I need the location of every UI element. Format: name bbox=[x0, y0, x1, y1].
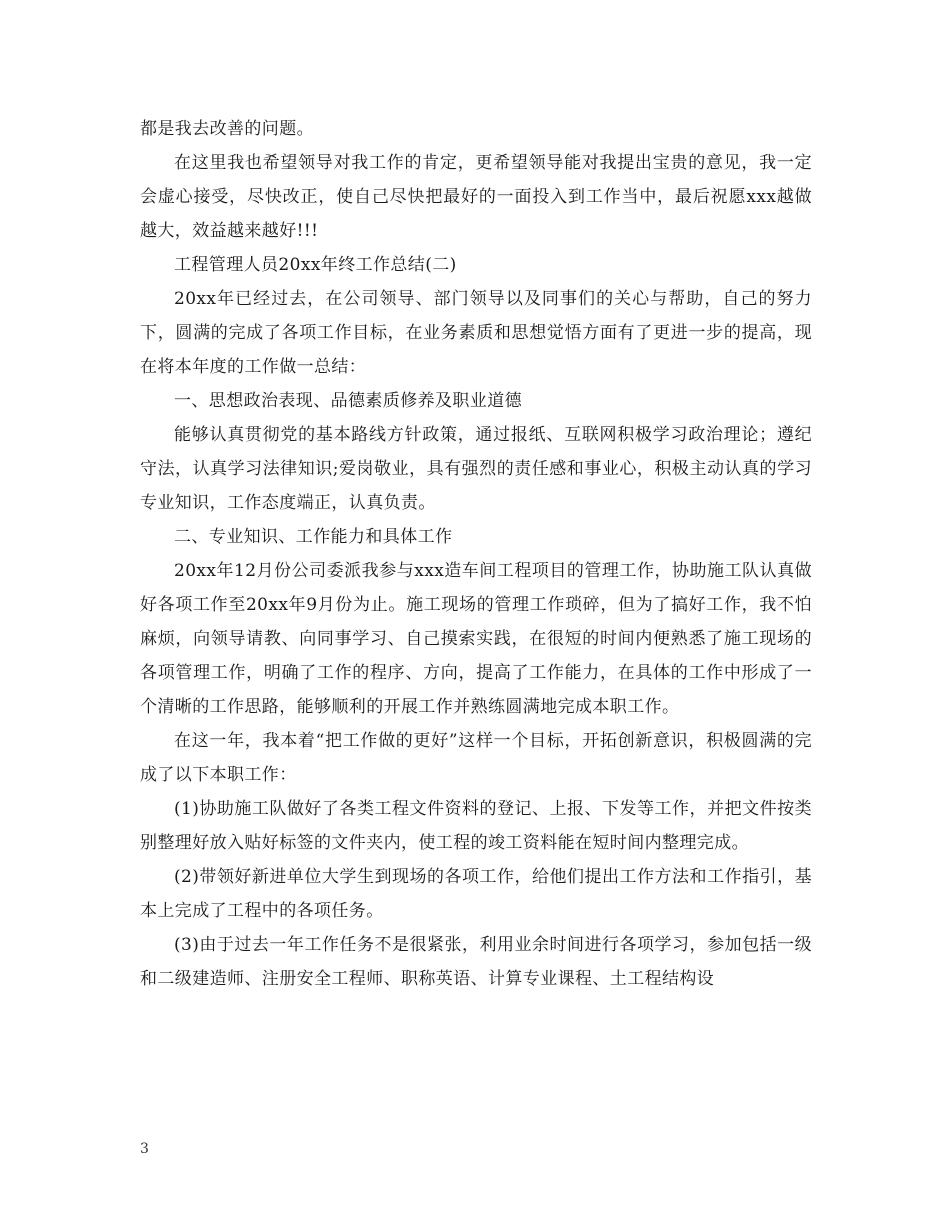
paragraph-goal: 在这一年，我本着“把工作做的更好”这样一个目标，开拓创新意识，积极圆满的完成了以下本职工作： bbox=[140, 731, 812, 785]
document-body bbox=[140, 112, 812, 996]
page-number: 3 bbox=[140, 1141, 149, 1157]
section-title: 工程管理人员20xx年终工作总结(二) bbox=[174, 255, 457, 275]
list-item-2: (2)带领好新进单位大学生到现场的各项工作，给他们提出工作方法和工作指引，基本上完成了工程中的各项任务。 bbox=[140, 867, 812, 921]
heading-political: 一、思想政治表现、品德素质修养及职业道德 bbox=[174, 391, 522, 411]
paragraph-1: 都是我去改善的问题。 bbox=[140, 119, 314, 139]
paragraph-professional: 20xx年12月份公司委派我参与xxx造车间工程项目的管理工作，协助施工队认真做好各项工作至20xx年9月份为止。施工现场的管理工作琐碎，但为了搞好工作，我不怕麻烦，向领导请教、向同事学习、自己摸索实践，在很短的时间内便熟悉了施工现场的各项管理工作，明确了工作的程序、方向，提高了工作能力，在具体的工作中形成了一个清晰的工作思路，能够顺利的开展工作并熟练圆满地完成本职工作。 bbox=[140, 561, 812, 717]
paragraph-intro: 20xx年已经过去，在公司领导、部门领导以及同事们的关心与帮助，自己的努力下，圆满的完成了各项工作目标，在业务素质和思想觉悟方面有了更进一步的提高，现在将本年度的工作做一总结： bbox=[140, 289, 812, 377]
list-item-1: (1)协助施工队做好了各类工程文件资料的登记、上报、下发等工作，并把文件按类别整理好放入贴好标签的文件夹内，使工程的竣工资料能在短时间内整理完成。 bbox=[140, 799, 812, 853]
paragraph-political: 能够认真贯彻党的基本路线方针政策，通过报纸、互联网积极学习政治理论；遵纪守法，认真学习法律知识;爱岗敬业，具有强烈的责任感和事业心，积极主动认真的学习专业知识，工作态度端正，认真负责。 bbox=[140, 425, 812, 513]
heading-professional: 二、专业知识、工作能力和具体工作 bbox=[174, 527, 453, 547]
list-item-3: (3)由于过去一年工作任务不是很紧张，利用业余时间进行各项学习，参加包括一级和二级建造师、注册安全工程师、职称英语、计算专业课程、土工程结构设 bbox=[140, 935, 812, 989]
paragraph-2: 在这里我也希望领导对我工作的肯定，更希望领导能对我提出宝贵的意见，我一定会虚心接受，尽快改正，使自己尽快把最好的一面投入到工作当中，最后祝愿xxx越做越大，效益越来越好!!! bbox=[140, 153, 812, 241]
